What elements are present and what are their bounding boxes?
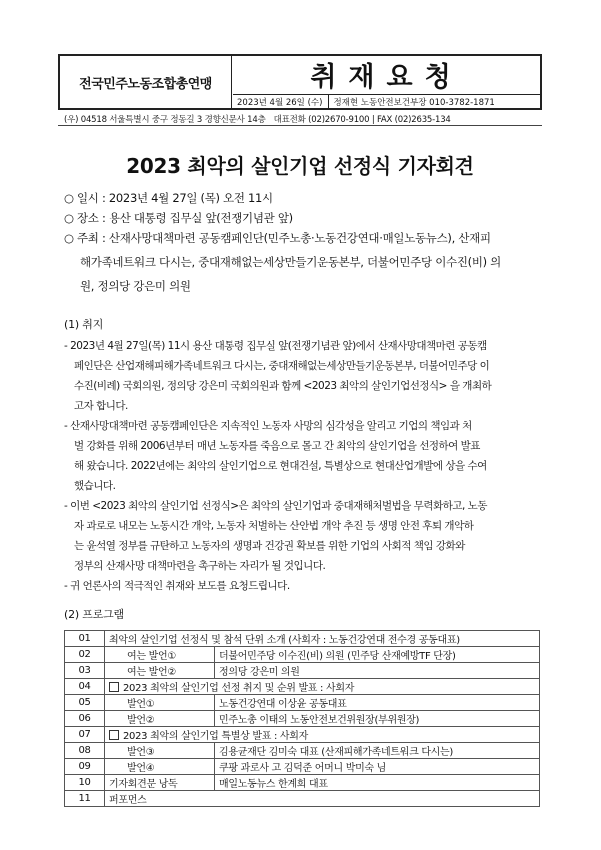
info-place (64, 210, 293, 227)
datetime-text: 일시 : 2023년 4월 27일 (목) 오전 11시 (77, 191, 273, 205)
purpose-line: 수진(비례) 국회의원, 정의당 강은미 국회의원과 함께 <2023 최악의 살인기업선정식> 을 개최하 (74, 380, 492, 392)
postal-address: (우) 04518 서울특별시 중구 정동길 3 경향신문사 14층 (64, 114, 266, 125)
purpose-line: 벌 강화를 위해 2006년부터 매년 노동자를 죽음으로 몰고 간 최악의 살인기업을 선정하여 발표 (74, 440, 480, 452)
info-host-line2 (80, 254, 501, 271)
row-number: 06 (65, 711, 105, 727)
purpose-line: 했습니다. (74, 480, 116, 492)
row-content: 정의당 강은미 의원 (215, 663, 540, 679)
row-content-wide (105, 631, 540, 647)
purpose-line: 페인단은 산업재해피해가족네트워크 다시는, 중대재해없는세상만들기운동본부, 더불어민주당 이 (74, 360, 490, 372)
document-type-title: 취재요청 (310, 61, 463, 93)
row-role: 발언④ (105, 759, 215, 775)
host-text-1: 주최 : 산재사망대책마련 공동캠페인단(민주노총·노동건강연대·매일노동뉴스), 산재피 (77, 231, 491, 245)
table-row (65, 727, 540, 743)
circle-bullet-icon: ○ (64, 191, 74, 205)
purpose-line: 는 윤석열 정부를 규탄하고 노동자의 생명과 건강권 확보를 위한 기업의 사회적 책임 강화와 (74, 540, 465, 552)
meta-row (233, 94, 540, 108)
table-row (65, 791, 540, 807)
purpose-line: - 산재사망대책마련 공동캠페인단은 지속적인 노동자 사망의 심각성을 알리고 기업의 책임과 처 (64, 420, 472, 432)
table-row (65, 743, 540, 759)
row-number: 04 (65, 679, 105, 695)
row-number: 11 (65, 791, 105, 807)
purpose-line: 고자 합니다. (74, 400, 128, 412)
phone-fax: 대표전화 (02)2670-9100 | FAX (02)2635-134 (273, 114, 451, 125)
row-role: 발언② (105, 711, 215, 727)
row-number: 01 (65, 631, 105, 647)
table-row (65, 679, 540, 695)
purpose-line: 정부의 산재사망 대책마련을 촉구하는 자리가 될 것입니다. (74, 560, 326, 572)
row-number: 09 (65, 759, 105, 775)
purpose-line: - 귀 언론사의 적극적인 취재와 보도를 요청드립니다. (64, 580, 290, 592)
row-content-wide (105, 727, 540, 743)
table-row (65, 647, 540, 663)
issue-date: 2023년 4월 26일 (수) (233, 95, 329, 108)
checkbox-icon (109, 682, 119, 692)
purpose-line: 자 과로로 내모는 노동시간 개악, 노동자 처벌하는 산안법 개악 추진 등 생명 안전 후퇴 개악하 (74, 520, 474, 532)
purpose-line: - 2023년 4월 27일(목) 11시 용산 대통령 집무실 앞(전쟁기념관 앞)에서 산재사망대책마련 공동캠 (64, 340, 487, 352)
place-text: 장소 : 용산 대통령 집무실 앞(전쟁기념관 앞) (77, 211, 293, 225)
row-role: 여는 발언② (105, 663, 215, 679)
row-content-text: 최악의 살인기업 선정식 및 참석 단위 소개 (사회자 : 노동건강연대 전수경 공동대표) (109, 635, 460, 646)
section-program-heading: (2) 프로그램 (64, 608, 124, 621)
info-host-line3 (80, 278, 191, 295)
row-number: 08 (65, 743, 105, 759)
row-content-text: 퍼포먼스 (109, 795, 147, 806)
row-role: 기자회견문 낭독 (105, 775, 215, 791)
header-box (58, 54, 542, 110)
section-purpose-heading: (1) 취지 (64, 318, 104, 331)
table-row (65, 695, 540, 711)
row-number: 02 (65, 647, 105, 663)
row-content-wide (105, 791, 540, 807)
row-number: 07 (65, 727, 105, 743)
table-row (65, 631, 540, 647)
host-text-3: 원, 정의당 강은미 의원 (80, 279, 191, 293)
table-row (65, 775, 540, 791)
contact-person: 정재현 노동안전보건부장 010-3782-1871 (333, 97, 495, 108)
row-content-text: 2023 최악의 살인기업 특별상 발표 : 사회자 (123, 731, 308, 742)
row-content-wide (105, 679, 540, 695)
host-text-2: 해가족네트워크 다시는, 중대재해없는세상만들기운동본부, 더불어민주당 이수진(비) 의 (80, 255, 501, 269)
purpose-line: - 이번 <2023 최악의 살인기업 선정식>은 최악의 살인기업과 중대재해처벌법을 무력화하고, 노동 (64, 500, 487, 512)
row-content: 김용균재단 김미숙 대표 (산재피해가족네트워크 다시는) (215, 743, 540, 759)
row-content: 더불어민주당 이수진(비) 의원 (민주당 산재예방TF 단장) (215, 647, 540, 663)
row-content: 민주노총 이태의 노동안전보건위원장(부위원장) (215, 711, 540, 727)
purpose-line: 해 왔습니다. 2022년에는 최악의 살인기업으로 현대건설, 특별상으로 현대산업개발에 상을 수여 (74, 460, 487, 472)
program-table (64, 630, 540, 807)
table-row (65, 663, 540, 679)
section-purpose-body (64, 336, 542, 596)
row-content: 쿠팡 과로사 고 김덕준 어머니 박미숙 님 (215, 759, 540, 775)
circle-bullet-icon: ○ (64, 211, 74, 225)
row-content: 노동건강연대 이상윤 공동대표 (215, 695, 540, 711)
row-role: 발언③ (105, 743, 215, 759)
row-number: 03 (65, 663, 105, 679)
row-content-text: 2023 최악의 살인기업 선정 취지 및 순위 발표 : 사회자 (123, 683, 355, 694)
circle-bullet-icon: ○ (64, 231, 74, 245)
org-name: 전국민주노동조합총연맹 (60, 56, 232, 108)
table-row (65, 759, 540, 775)
checkbox-icon (109, 730, 119, 740)
row-number: 05 (65, 695, 105, 711)
info-datetime (64, 190, 273, 207)
row-role: 발언① (105, 695, 215, 711)
row-content: 매일노동뉴스 한계희 대표 (215, 775, 540, 791)
table-row (65, 711, 540, 727)
row-number: 10 (65, 775, 105, 791)
row-role: 여는 발언① (105, 647, 215, 663)
info-host (64, 230, 546, 247)
page-title: 2023 최악의 살인기업 선정식 기자회견 (126, 154, 474, 178)
address-row (58, 112, 542, 126)
